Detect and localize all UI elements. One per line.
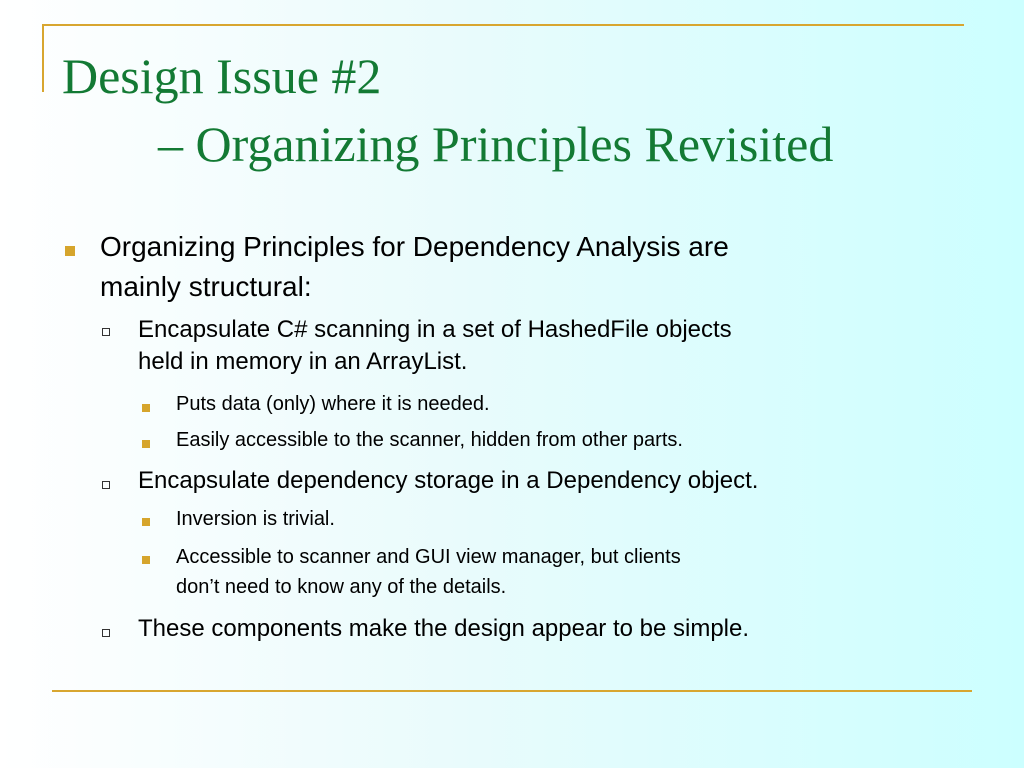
gold-square-bullet-icon (65, 246, 75, 256)
detail-bullet-text: Inversion is trivial. (176, 508, 335, 530)
slide-title-line-2: – Organizing Principles Revisited (158, 116, 834, 172)
gold-square-bullet-icon (142, 440, 150, 448)
detail-bullet-text: Puts data (only) where it is needed. (176, 393, 490, 415)
sub-bullet-text: Encapsulate dependency storage in a Dependency object. (138, 467, 759, 494)
gold-square-bullet-icon (142, 404, 150, 412)
detail-bullet-text-line-1: Accessible to scanner and GUI view manager, but clients (176, 546, 681, 568)
gold-square-bullet-icon (142, 518, 150, 526)
slide-title-line-1: Design Issue #2 (62, 48, 382, 104)
gold-square-bullet-icon (142, 556, 150, 564)
detail-bullet-text-line-2: don’t need to know any of the details. (176, 576, 507, 598)
main-bullet-text-line-2: mainly structural: (100, 271, 312, 302)
outlined-square-bullet-icon (102, 481, 110, 489)
sub-bullet-text-line-1: Encapsulate C# scanning in a set of HashedFile objects (138, 316, 732, 343)
outlined-square-bullet-icon (102, 629, 110, 637)
detail-bullet-text: Easily accessible to the scanner, hidden from other parts. (176, 429, 683, 451)
outlined-square-bullet-icon (102, 328, 110, 336)
sub-bullet-text-line-2: held in memory in an ArrayList. (138, 348, 468, 375)
sub-bullet-text: These components make the design appear to be simple. (138, 615, 750, 642)
main-bullet-text-line-1: Organizing Principles for Dependency Analysis are (100, 231, 729, 262)
